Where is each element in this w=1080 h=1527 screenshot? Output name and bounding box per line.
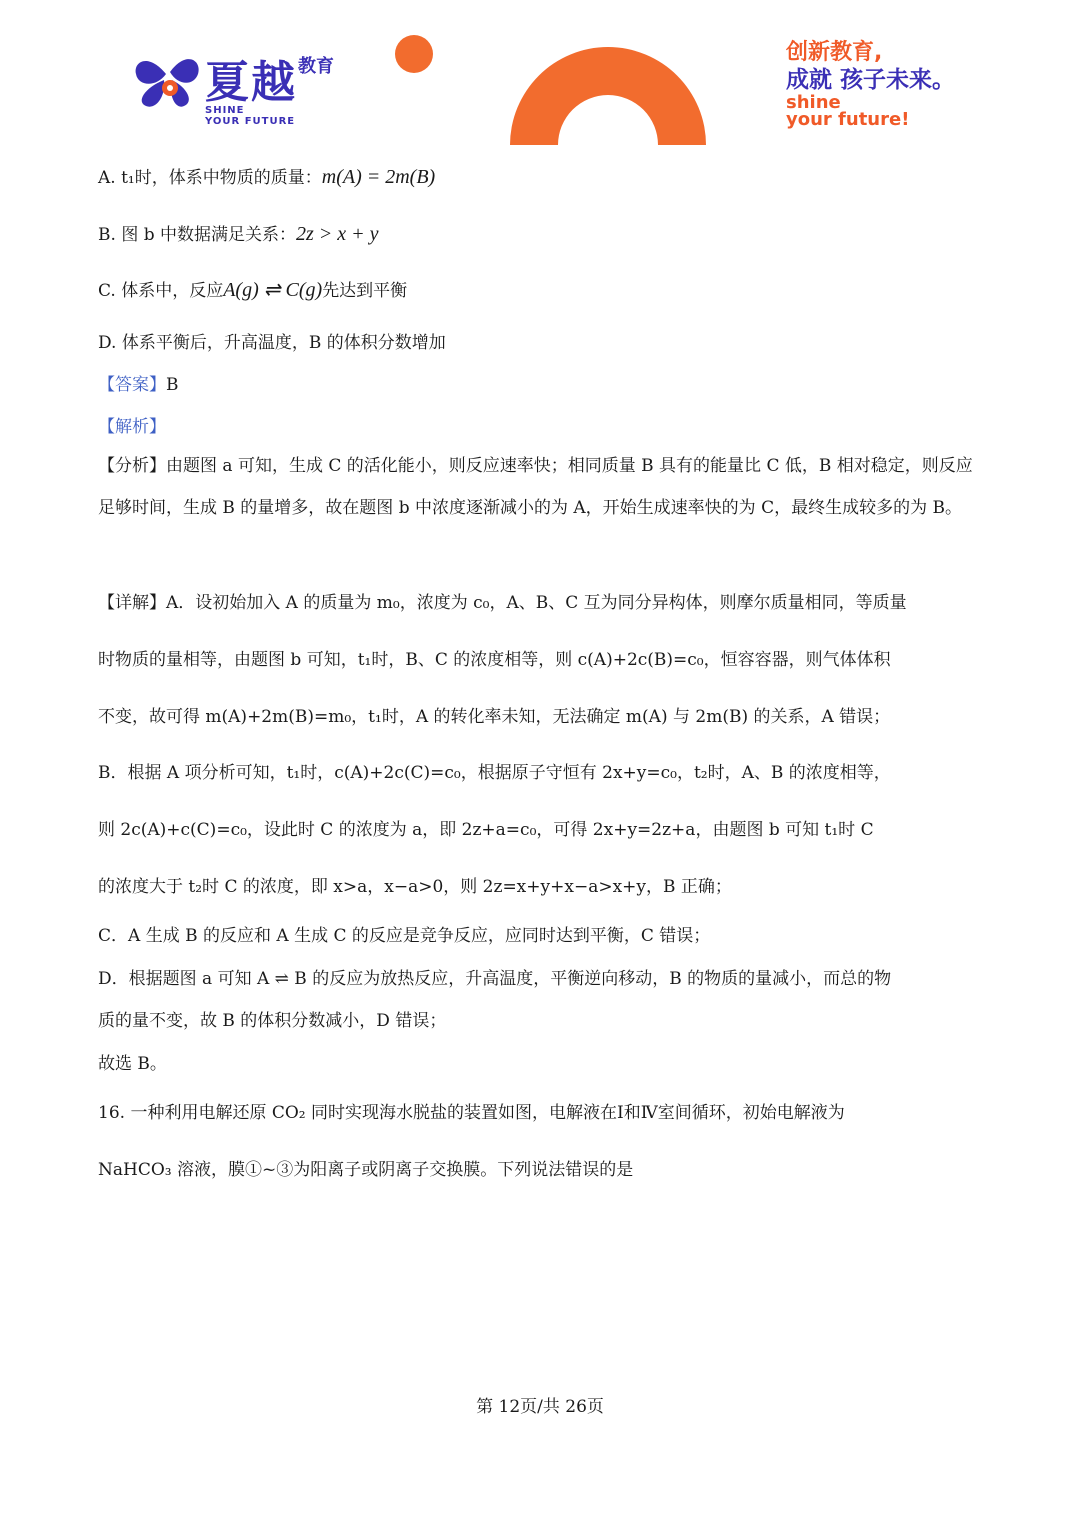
question-16-line: NaHCO₃ 溶液，膜①~③为阳离子或阴离子交换膜。下列说法错误的是: [98, 1160, 634, 1180]
page-number: 第 12页/共 26页: [476, 1397, 604, 1417]
option-a: A. t₁时，体系中物质的质量：m(A) = 2m(B): [98, 166, 436, 188]
page-header: [0, 0, 1080, 160]
detail-line: 时物质的量相等，由题图 b 可知，t₁时，B、C 的浓度相等，则 c(A)+2c(B)=c₀，恒容容器，则气体体积: [98, 650, 891, 670]
analysis-paragraph: 【分析】由题图 a 可知，生成 C 的活化能小，则反应速率快；相同质量 B 具有的能量比 C 低，B 相对稳定，则反应足够时间，生成 B 的量增多，故在题图 b 中浓度逐渐减小的为 A，开始生成速率快的为 C，最终生成较多的为 B。: [98, 456, 973, 518]
brand-edu: 教育: [298, 56, 334, 77]
analysis-heading: 【解析】: [98, 417, 166, 437]
detail-line: C．A 生成 B 的反应和 A 生成 C 的反应是竞争反应，应同时达到平衡，C 错误；: [98, 926, 711, 946]
brand-tagline: SHINE YOUR FUTURE: [205, 105, 296, 127]
brand-name: 夏越: [205, 57, 297, 108]
sun-arch-icon: [390, 30, 720, 150]
option-b: B. 图 b 中数据满足关系：2z > x + y: [98, 223, 379, 245]
detail-line: 则 2c(A)+c(C)=c₀，设此时 C 的浓度为 a，即 2z+a=c₀，可得 2x+y=2z+a，由题图 b 可知 t₁时 C: [98, 820, 874, 840]
detail-line: 故选 B。: [98, 1054, 167, 1074]
option-d: D. 体系平衡后，升高温度，B 的体积分数增加: [98, 333, 446, 353]
detail-line: 的浓度大于 t₂时 C 的浓度，即 x>a，x−a>0，则 2z=x+y+x−a>x+y，B 正确；: [98, 877, 732, 897]
detail-line: B．根据 A 项分析可知，t₁时，c(A)+2c(C)=c₀，根据原子守恒有 2x+y=c₀，t₂时，A、B 的浓度相等，: [98, 763, 891, 783]
answer-line: 【答案】B: [98, 375, 179, 395]
detail-line: 质的量不变，故 B 的体积分数减小，D 错误；: [98, 1011, 447, 1031]
question-16-line: 16. 一种利用电解还原 CO₂ 同时实现海水脱盐的装置如图，电解液在Ⅰ和Ⅳ室间循环，初始电解液为: [98, 1103, 845, 1123]
detail-line: D．根据题图 a 可知 A ⇌ B 的反应为放热反应，升高温度，平衡逆向移动，B 的物质的量减小，而总的物: [98, 969, 892, 989]
option-c: C. 体系中，反应A(g) ⇌ C(g)先达到平衡: [98, 279, 408, 301]
detail-line: 不变，故可得 m(A)+2m(B)=m₀，t₁时，A 的转化率未知，无法确定 m(A) 与 2m(B) 的关系，A 错误；: [98, 707, 891, 727]
detail-line: 【详解】A．设初始加入 A 的质量为 m₀，浓度为 c₀，A、B、C 互为同分异构体，则摩尔质量相同，等质量: [98, 593, 907, 613]
slogan: 创新教育, 成就 孩子未来。 shine your future!: [786, 40, 956, 130]
